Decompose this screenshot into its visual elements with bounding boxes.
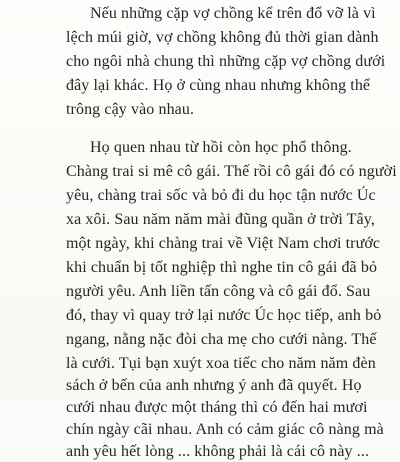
text-line: yêu, chàng trai sốc và bỏ đi du học tận nước Úc — [66, 187, 376, 204]
text-line: sách ở bến của anh nhưng ý anh đã quyết. Họ — [66, 377, 362, 394]
text-line: lệch múi giờ, vợ chồng không đủ thời gian dành — [66, 29, 379, 46]
text-line: là cưới. Tụi bạn xuýt xoa tiếc cho năm năm đèn — [66, 355, 376, 372]
text-line: Nếu những cặp vợ chồng kể trên đổ vỡ là vì — [90, 5, 376, 22]
text-line: cho ngôi nhà chung thì những cặp vợ chồng dưới — [66, 53, 386, 70]
text-line: chín ngày cãi nhau. Anh có cảm giác cô nàng mà — [66, 421, 384, 438]
text-line: đây lại khác. Họ ở cùng nhau nhưng không thể — [66, 77, 371, 94]
text-line: đó, thay vì quay trở lại nước Úc học tiếp, anh bỏ — [66, 307, 382, 324]
text-line: ngang, nằng nặc đòi cha mẹ cho cưới nàng. Thế — [66, 331, 377, 348]
text-line: người yêu. Anh liền tấn công và cô gái đổ. Sau — [66, 283, 371, 300]
text-line: cưới nhau được một tháng thì có đến hai mươi — [66, 399, 368, 416]
text-line: xa xôi. Sau năm năm mài đũng quần ở trời Tây, — [66, 211, 375, 228]
text-line: Chàng trai si mê cô gái. Thế rồi cô gái đó có người — [66, 163, 397, 180]
text-line: anh yêu hết lòng ... không phải là cái cô này ... — [66, 443, 370, 460]
text-line: Họ quen nhau từ hồi còn học phổ thông. — [90, 139, 352, 156]
text-line: khi chuẩn bị tốt nghiệp thì nghe tin cô gái đã bỏ — [66, 259, 378, 276]
text-line: một ngày, khi chàng trai về Việt Nam chơi trước — [66, 235, 381, 252]
text-line: trông cậy vào nhau. — [66, 101, 195, 118]
